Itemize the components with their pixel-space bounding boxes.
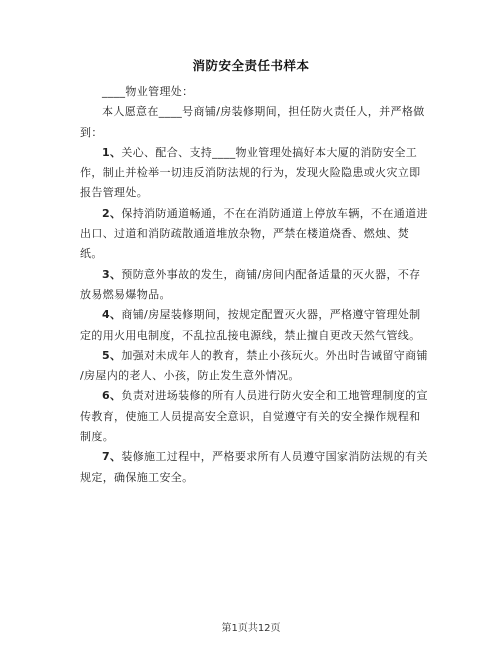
text-line <box>80 102 436 122</box>
line-text: 规定，确保施工安全。 <box>80 470 194 484</box>
line-text: 加强对未成年人的教育，禁止小孩玩火。外出时告诫留守商铺 <box>121 348 428 362</box>
line-text: 到： <box>80 125 103 139</box>
clause-number: 2、 <box>102 206 122 220</box>
text-line <box>80 427 436 447</box>
text-line <box>80 204 436 224</box>
text-line <box>80 82 436 102</box>
clause-number: 5、 <box>102 348 122 362</box>
line-text: 负责对进场装修的所有人员进行防火安全和工地管理制度的宣 <box>121 389 428 403</box>
clause-number: 6、 <box>102 389 122 403</box>
text-line <box>80 244 436 264</box>
clause-number: 4、 <box>102 308 122 322</box>
line-text: 纸。 <box>80 247 103 261</box>
text-line <box>80 346 436 366</box>
line-text: 本人愿意在____号商铺/房装修期间，担任防火责任人，并严格做 <box>102 105 425 119</box>
line-text: 定的用火用电制度，不乱拉乱接电源线，禁止擅自更改天然气管线。 <box>80 328 421 342</box>
document-body <box>80 82 436 488</box>
text-line <box>80 386 436 406</box>
text-line <box>80 407 436 427</box>
text-line <box>80 366 436 386</box>
line-text: 放易燃易爆物品。 <box>80 287 171 301</box>
line-text: 商铺/房屋装修期间，按规定配置灭火器，严格遵守管理处制 <box>121 308 421 322</box>
line-text: 报告管理处。 <box>80 186 149 200</box>
text-line <box>80 224 436 244</box>
line-text: 预防意外事故的发生，商铺/房间内配备适量的灭火器，不存 <box>121 267 421 281</box>
page-footer: 第1页共12页 <box>221 623 281 634</box>
line-text: 装修施工过程中，严格要求所有人员遵守国家消防法规的有关 <box>121 450 428 464</box>
text-line <box>80 265 436 285</box>
clause-number: 3、 <box>102 267 122 281</box>
line-text: ____物业管理处： <box>102 85 194 98</box>
text-line <box>80 305 436 325</box>
text-line <box>80 447 436 467</box>
line-text: 作，制止并检举一切违反消防法规的行为，发现火险隐患或火灾立即 <box>80 166 421 180</box>
line-text: 传教育，使施工人员提高安全意识，自觉遵守有关的安全操作规程和 <box>80 409 421 423</box>
text-line <box>80 143 436 163</box>
text-line <box>80 326 436 346</box>
text-line <box>80 163 436 183</box>
text-line <box>80 285 436 305</box>
text-line <box>80 183 436 203</box>
document-title: 消防安全责任书样本 <box>192 58 310 73</box>
text-line <box>80 123 436 143</box>
text-line <box>80 468 436 488</box>
line-text: 出口、过道和消防疏散通道堆放杂物，严禁在楼道烧香、燃烛、焚 <box>80 227 410 241</box>
line-text: /房屋内的老人、小孩，防止发生意外情况。 <box>80 369 300 383</box>
clause-number: 7、 <box>102 450 122 464</box>
line-text: 关心、配合、支持____物业管理处搞好本大厦的消防安全工 <box>121 145 418 159</box>
line-text: 制度。 <box>80 430 115 444</box>
line-text: 保持消防通道畅通，不在在消防通道上停放车辆，不在通道进 <box>121 206 428 220</box>
clause-number: 1、 <box>102 145 122 159</box>
